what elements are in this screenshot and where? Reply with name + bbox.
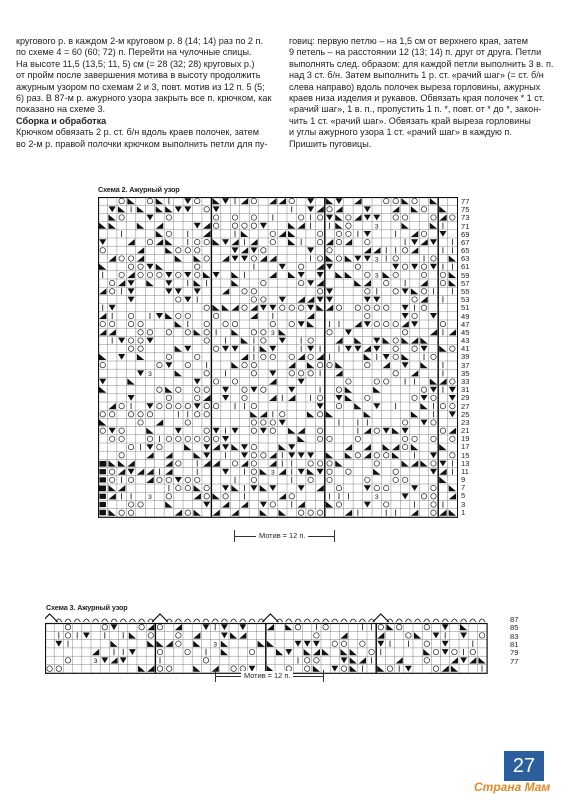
- text-line: На высоте 11,5 (13,5; 11, 5) см (= 28 (32; 28) круговых р.): [16, 58, 255, 69]
- scheme3-chart-grid: [45, 611, 495, 675]
- scheme2-motif-marker: [234, 532, 335, 544]
- svg-text:3: 3: [270, 330, 275, 338]
- row-number: 49: [461, 311, 470, 321]
- row-number: 35: [461, 368, 470, 378]
- section-heading: Сборка и обработка: [16, 115, 107, 126]
- paragraph-buttonholes: [289, 36, 555, 150]
- text-line: кругового р. в каждом 2-м круговом р. 8 (14; 14) раз по 2 п.: [16, 36, 263, 46]
- row-number: 3: [461, 499, 466, 509]
- svg-text:3: 3: [374, 223, 379, 231]
- row-number: 83: [510, 631, 519, 641]
- row-number: 11: [461, 466, 469, 476]
- text-line: 9 петель – на расстоянии 12 (13; 14) п. друг от друга. Петли: [289, 47, 542, 58]
- row-number: 75: [461, 205, 470, 215]
- row-number: 51: [461, 303, 470, 313]
- svg-text:3: 3: [270, 469, 275, 477]
- row-number: 65: [461, 246, 470, 256]
- row-number: 71: [461, 221, 470, 231]
- watermark-logo: Страна Мам: [474, 780, 551, 794]
- row-number: 39: [461, 352, 470, 362]
- svg-text:3: 3: [374, 256, 379, 264]
- text-line: «рачий шаг», 1 в. п., пропустить 1 п. *, повт. от * до *, закон-: [289, 104, 542, 115]
- row-number: 43: [461, 336, 470, 346]
- text-line: от пройм после завершения мотива в высоту продолжить: [16, 70, 261, 81]
- text-line: чить 1 ст. «рачий шаг». Обвязать край выреза горловины: [289, 115, 531, 126]
- scheme2-title: Схема 2. Ажурный узор: [98, 185, 180, 194]
- row-number: 87: [510, 615, 519, 624]
- row-number: 21: [461, 426, 470, 436]
- row-number: 69: [461, 229, 470, 239]
- row-number: 45: [461, 327, 470, 337]
- text-line: Крючком обвязать 2 р. ст. б/н вдоль краев полочек, затем: [16, 127, 259, 138]
- row-number: 27: [461, 401, 470, 411]
- scheme3-motif-marker: [215, 672, 324, 684]
- svg-text:3: 3: [93, 658, 98, 666]
- row-number: 79: [510, 648, 519, 658]
- row-number: 31: [461, 385, 470, 395]
- row-number: 25: [461, 409, 470, 419]
- row-number: 73: [461, 213, 470, 223]
- scheme2-chart-grid: [98, 197, 458, 519]
- row-number: 33: [461, 376, 470, 386]
- text-line: выполнять след. образом: для каждой петли выполнить 3 в. п.: [289, 58, 554, 69]
- text-line: краев низа изделия и рукавов. Обвязать края полочек * 1 ст.: [289, 93, 545, 104]
- row-number: 15: [461, 450, 470, 460]
- text-line: показано на схеме 3.: [16, 104, 106, 115]
- row-number: 7: [461, 483, 466, 493]
- row-number: 9: [461, 475, 466, 485]
- svg-text:3: 3: [374, 494, 379, 502]
- row-number: 41: [461, 344, 470, 354]
- text-line: слева направо) вдоль полочек выреза горловины, ажурных: [289, 81, 541, 92]
- row-number: 77: [461, 197, 470, 206]
- scheme3-title: Схема 3. Ажурный узор: [46, 603, 128, 612]
- row-number: 57: [461, 278, 470, 288]
- row-number: 63: [461, 254, 470, 264]
- row-number: 81: [510, 639, 519, 649]
- row-number: 13: [461, 458, 470, 468]
- text-line: по схеме 4 = 60 (60; 72) п. Перейти на чулочные спицы.: [16, 47, 252, 58]
- svg-text:3: 3: [374, 272, 379, 280]
- row-number: 47: [461, 319, 470, 329]
- text-line: и углы ажурного узора 1 ст. «рачий шаг» в каждую п.: [289, 127, 512, 138]
- scheme2-motif-label: Мотив = 12 п.: [256, 531, 308, 540]
- text-column-right: [289, 36, 555, 150]
- row-number: 23: [461, 417, 470, 427]
- row-number: 59: [461, 270, 470, 280]
- paragraph-assembly: [16, 127, 271, 150]
- paragraph-intro: [16, 36, 271, 116]
- row-number: 67: [461, 237, 470, 247]
- row-number: 55: [461, 286, 470, 296]
- row-number: 53: [461, 295, 470, 305]
- text-column-left: [16, 36, 271, 150]
- text-line: во 2-м р. правой полочки крючком выполнить петли для пу-: [16, 138, 268, 149]
- text-line: 6) раз. В 87-м р. ажурного узора закрыть все п. крючком, как: [16, 93, 272, 104]
- row-number: 29: [461, 393, 470, 403]
- text-line: говиц: первую петлю – на 1,5 см от верхнего края, затем: [289, 36, 528, 46]
- text-line: над 3 ст. б/н. Затем выполнить 1 р. ст. «рачий шаг» (= ст. б/н: [289, 70, 544, 81]
- text-line: Пришить пуговицы.: [289, 138, 372, 149]
- row-number: 37: [461, 360, 470, 370]
- row-number: 85: [510, 623, 519, 633]
- row-number: 1: [461, 507, 466, 517]
- row-number: 19: [461, 434, 470, 444]
- svg-text:3: 3: [148, 494, 152, 502]
- page-number: 27: [504, 751, 544, 781]
- svg-text:3: 3: [148, 371, 152, 379]
- row-number: 61: [461, 262, 470, 272]
- row-number: 5: [461, 491, 466, 501]
- row-number: 17: [461, 442, 470, 452]
- svg-text:3: 3: [213, 641, 218, 649]
- scheme3-motif-label: Мотив = 12 п.: [241, 671, 293, 680]
- row-number: 77: [510, 656, 519, 666]
- text-line: ажурным узором по схемам 2 и 3, повт. мотив из 12 п. 5 (5;: [16, 81, 265, 92]
